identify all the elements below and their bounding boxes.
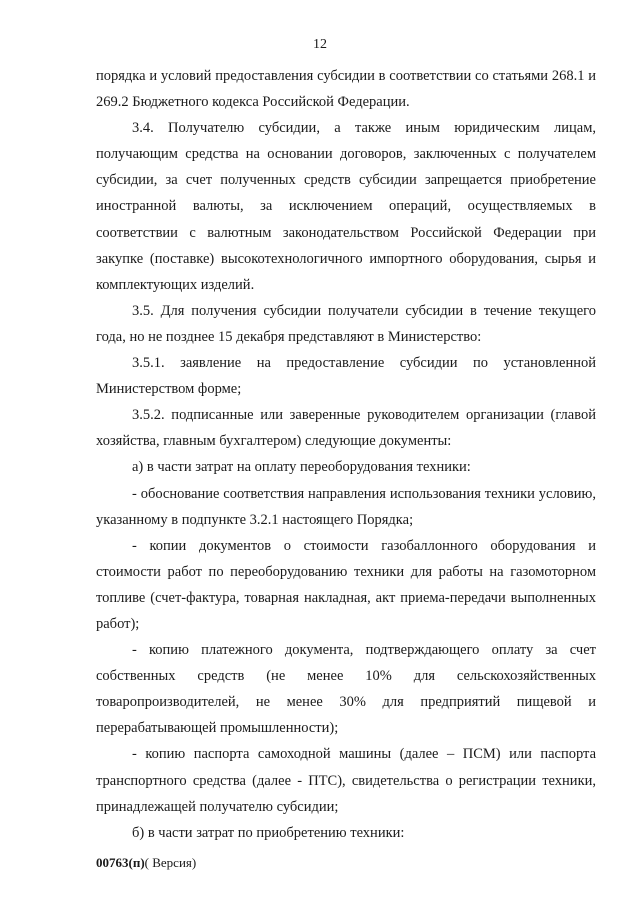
document-body <box>96 63 596 846</box>
paragraph: - копию паспорта самоходной машины (далее – ПСМ) или паспорта транспортного средства (далее - ПТС), свидетельства о регистрации техники, принадлежащей получателю субсидии; <box>96 746 596 815</box>
paragraph: 3.4. Получателю субсидии, а также иным юридическим лицам, получающим средства на основании договоров, заключенных с получателем субсидии, за счет полученных средств субсидии запрещается приобретение иностранной валюты, за исключением операций, осуществляемых в соответствии с валютным законодательством Российской Федерации при закупке (поставке) высокотехнологичного импортного оборудования, сырья и комплектующих изделий. <box>96 120 596 293</box>
page-number: 12 <box>313 37 327 52</box>
paragraph: - копии документов о стоимости газобаллонного оборудования и стоимости работ по переоборудованию техники для работы на газомоторном топливе (счет-фактура, товарная накладная, акт приема-передачи выполненных работ); <box>96 537 596 632</box>
document-version: ( Версия) <box>144 855 197 870</box>
paragraph: б) в части затрат по приобретению техники: <box>132 824 405 841</box>
paragraph: порядка и условий предоставления субсидии в соответствии со статьями 268.1 и 269.2 Бюджетного кодекса Российской Федерации. <box>96 68 596 111</box>
paragraph: - копию платежного документа, подтверждающего оплату за счет собственных средств (не менее 10% для сельскохозяйственных товаропроизводителей, не менее 30% для предприятий пищевой и перерабатывающей промышленности); <box>96 642 596 737</box>
document-code: 00763(п) <box>96 855 145 870</box>
document-footer <box>96 855 196 871</box>
paragraph: 3.5.1. заявление на предоставление субсидии по установленной Министерством форме; <box>96 355 596 398</box>
paragraph: 3.5. Для получения субсидии получатели субсидии в течение текущего года, но не позднее 15 декабря представляют в Министерство: <box>96 302 596 345</box>
paragraph: а) в части затрат на оплату переоборудования техники: <box>132 459 471 476</box>
paragraph: - обоснование соответствия направления использования техники условию, указанному в подпункте 3.2.1 настоящего Порядка; <box>96 485 596 528</box>
paragraph: 3.5.2. подписанные или заверенные руководителем организации (главой хозяйства, главным бухгалтером) следующие документы: <box>96 407 596 450</box>
